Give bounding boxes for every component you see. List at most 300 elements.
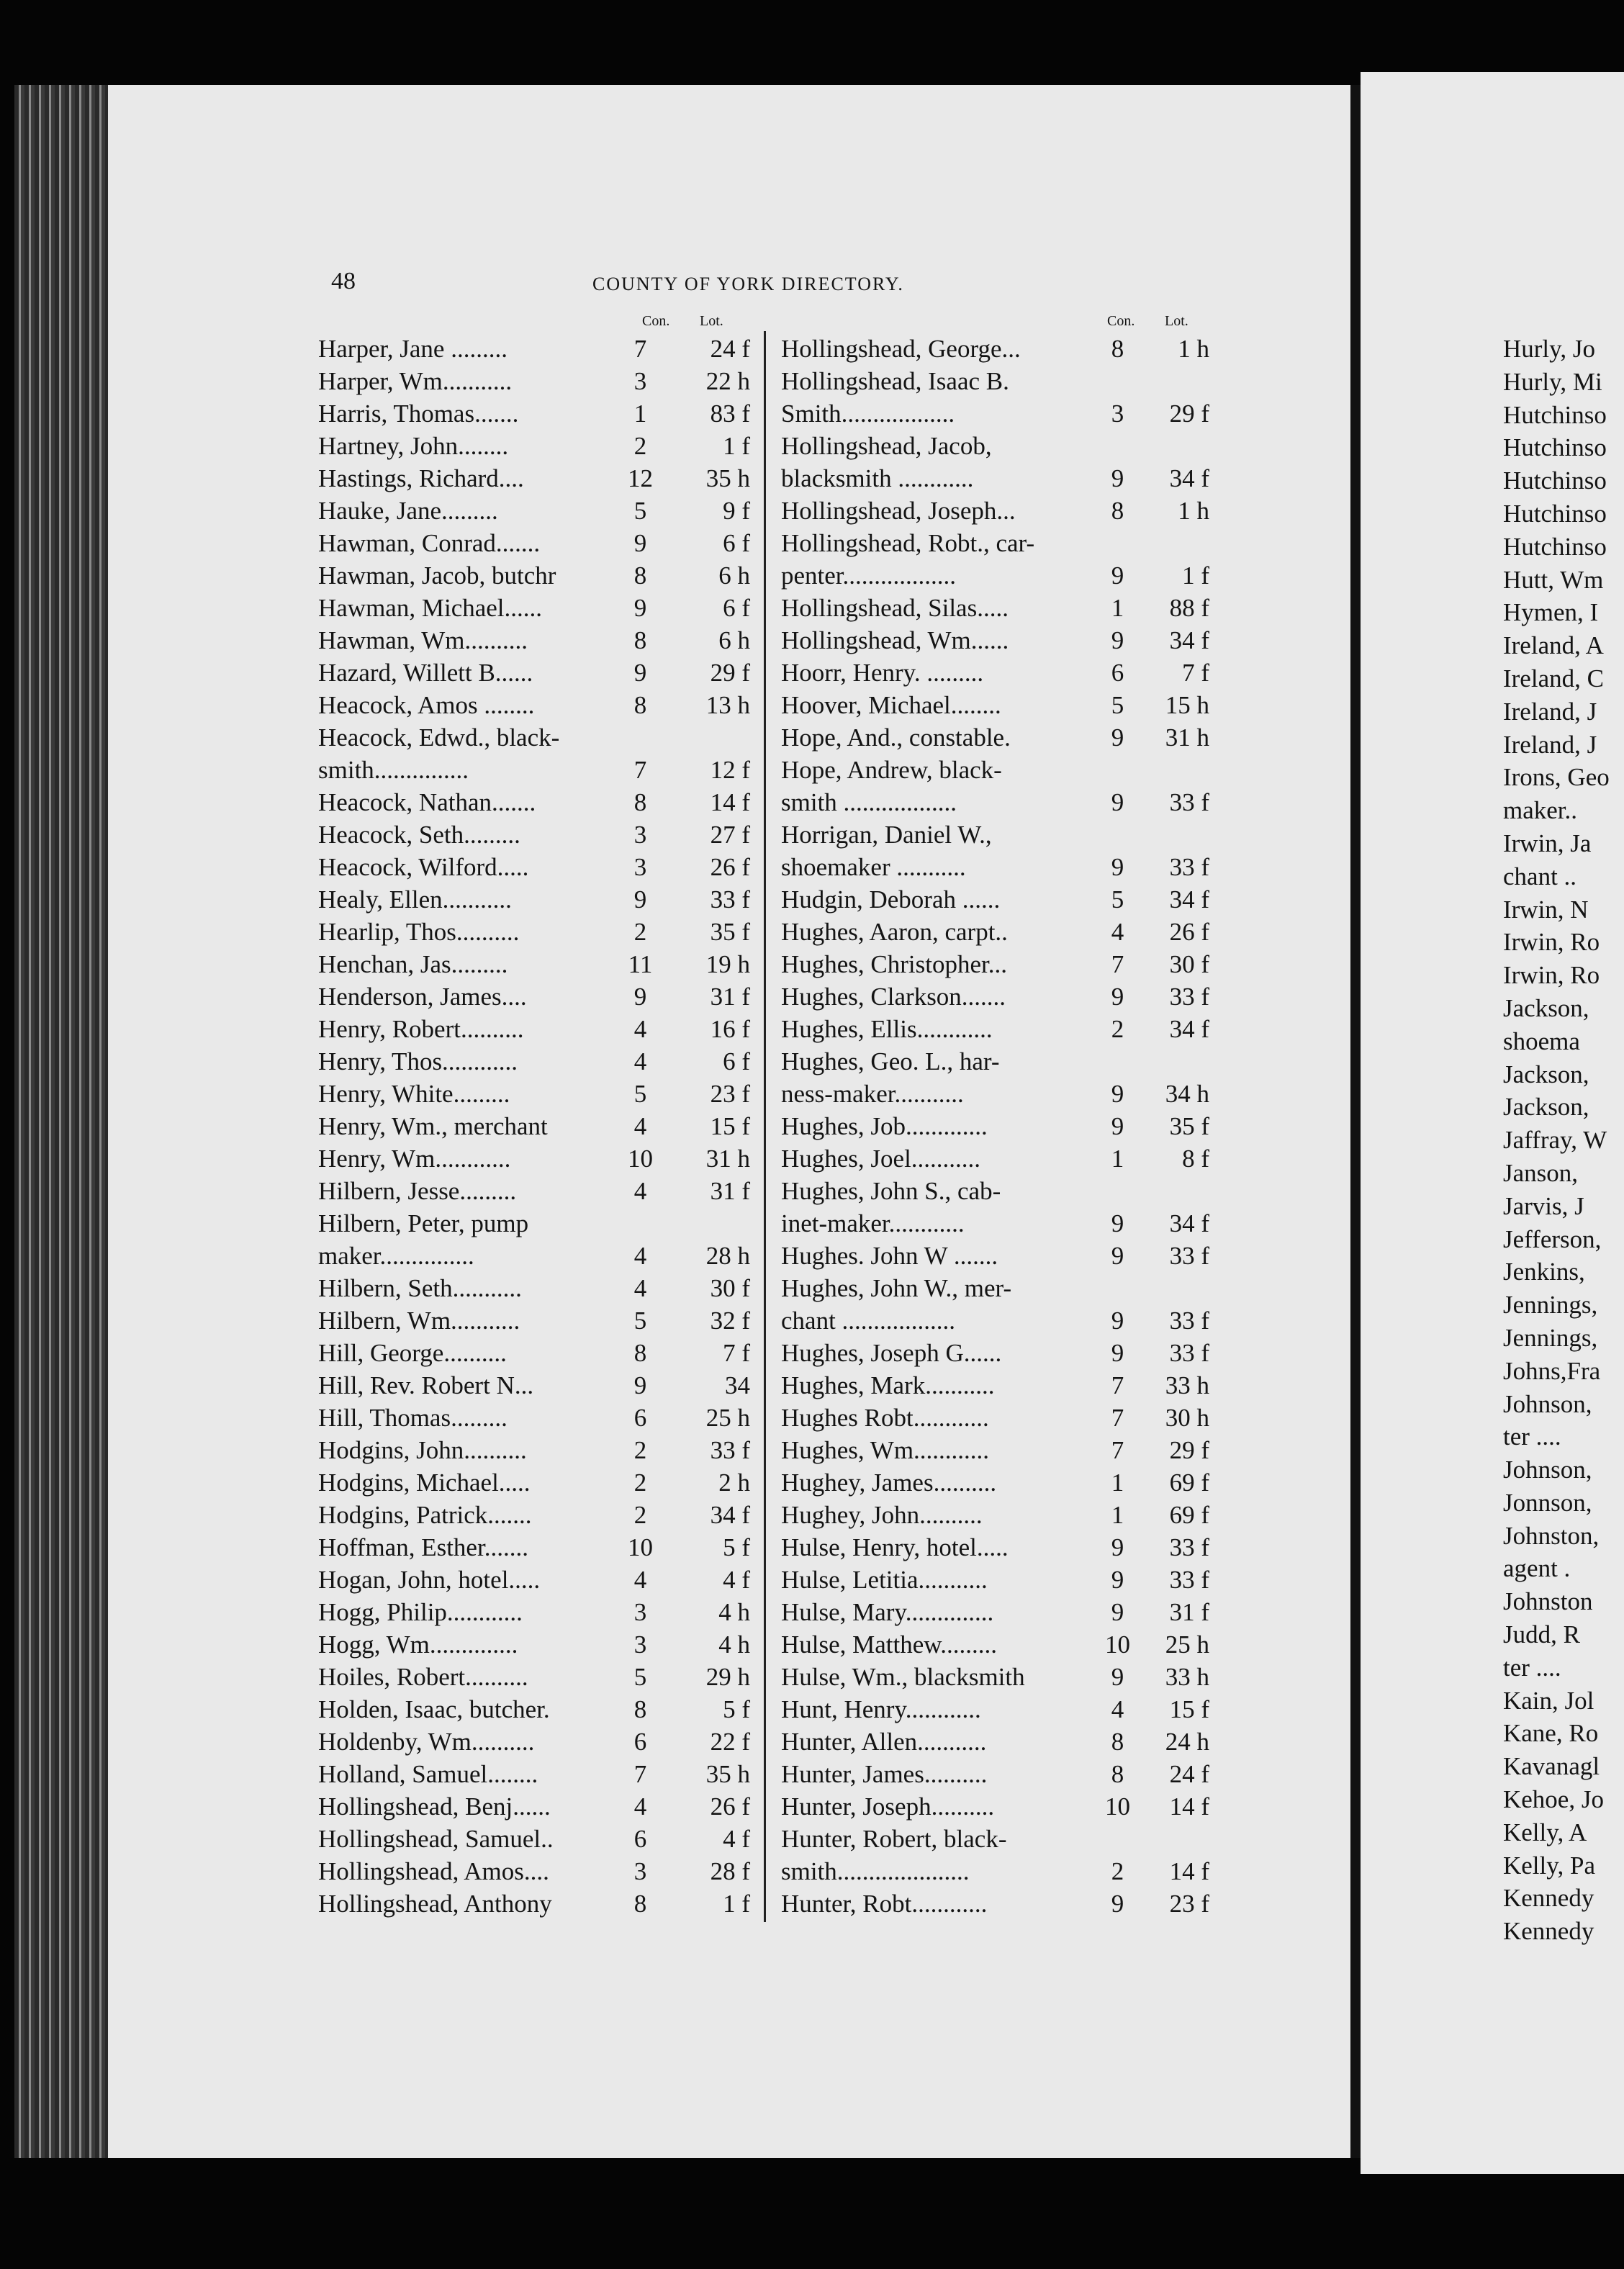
entry-lot: 34 h [1165, 1080, 1209, 1108]
entry-lot: 33 h [1165, 1371, 1209, 1399]
entry-lot: 34 f [1169, 626, 1209, 654]
entry-con: 9 [1111, 1598, 1124, 1626]
entry-con: 7 [1111, 950, 1124, 978]
entry-name-fragment: Jarvis, J [1503, 1191, 1584, 1220]
entry-lot: 23 f [710, 1080, 750, 1108]
entry-con: 2 [633, 432, 647, 460]
entry-con: 7 [633, 756, 647, 784]
entry-name: Hughes, Wm............ [781, 1436, 990, 1464]
entry-lot: 1 h [1178, 335, 1209, 363]
entry-name: Hollingshead, George... [781, 335, 1021, 363]
entry-name: Hogan, John, hotel..... [318, 1566, 541, 1594]
entry-lot: 26 f [710, 1792, 750, 1821]
entry-name: Heacock, Amos ........ [318, 691, 535, 719]
entry-name-fragment: Kelly, A [1503, 1818, 1587, 1846]
entry-name: Hunter, James.......... [781, 1760, 988, 1788]
entry-lot: 1 h [1178, 497, 1209, 525]
entry-lot: 33 f [1169, 788, 1209, 816]
con-header-right: Con. [1107, 313, 1135, 329]
entry-con: 10 [628, 1533, 653, 1561]
entry-name-fragment: Kavanagl [1503, 1752, 1600, 1781]
entry-con: 9 [1111, 626, 1124, 654]
entry-con: 4 [633, 1112, 647, 1140]
entry-con: 9 [1111, 1890, 1124, 1918]
entry-lot: 1 f [1182, 561, 1209, 590]
entry-lot: 26 f [1169, 918, 1209, 946]
entry-lot: 33 f [1169, 1566, 1209, 1594]
entry-lot: 34 f [1169, 1015, 1209, 1043]
entry-name: Hawman, Wm.......... [318, 626, 528, 654]
entry-con: 8 [633, 626, 647, 654]
entry-name-fragment: Ireland, A [1503, 631, 1604, 660]
entry-con: 3 [633, 1857, 647, 1885]
entry-con: 8 [633, 561, 647, 590]
entry-name: Hazard, Willett B...... [318, 659, 533, 687]
entry-lot: 34 [725, 1371, 750, 1399]
entry-lot: 22 f [710, 1728, 750, 1756]
entry-lot: 30 h [1165, 1404, 1209, 1432]
entry-lot: 29 f [1169, 1436, 1209, 1464]
entry-name: Hope, And., constable. [781, 723, 1011, 752]
entry-name: Harris, Thomas....... [318, 400, 519, 428]
entry-con: 9 [633, 529, 647, 557]
entry-name: Hughes, Joseph G...... [781, 1339, 1002, 1367]
entry-con: 6 [633, 1728, 647, 1756]
entry-lot: 15 h [1165, 691, 1209, 719]
entry-name-fragment: Hutchinso [1503, 466, 1607, 495]
entry-con: 1 [1111, 594, 1124, 622]
entry-name: Hunter, Allen........... [781, 1728, 987, 1756]
entry-name: Henry, White......... [318, 1080, 510, 1108]
entry-name: Hill, Thomas......... [318, 1404, 508, 1432]
entry-con: 9 [1111, 1112, 1124, 1140]
entry-name: Hunter, Robert, black- [781, 1825, 1007, 1853]
entry-name: Hughes Robt............ [781, 1404, 989, 1432]
entry-name: Hughes, Christopher... [781, 950, 1008, 978]
entry-name: Hollingshead, Silas..... [781, 594, 1009, 622]
entry-con: 9 [1111, 561, 1124, 590]
entry-name-fragment: Hutt, Wm [1503, 565, 1604, 594]
entry-name: Hughes, Mark........... [781, 1371, 995, 1399]
entry-con: 9 [633, 885, 647, 914]
entry-name: Hollingshead, Samuel.. [318, 1825, 554, 1853]
running-head: COUNTY OF YORK DIRECTORY. [592, 274, 904, 294]
entry-con: 8 [633, 691, 647, 719]
entry-lot: 33 f [1169, 1242, 1209, 1270]
entry-con: 8 [633, 1890, 647, 1918]
entry-name: chant .................. [781, 1307, 956, 1335]
entry-lot: 26 f [710, 853, 750, 881]
entry-name: Hudgin, Deborah ...... [781, 885, 1001, 914]
entry-lot: 69 f [1169, 1469, 1209, 1497]
entry-name: Hughes, Job............. [781, 1112, 988, 1140]
entry-name: Heacock, Nathan....... [318, 788, 536, 816]
entry-name: Heacock, Wilford..... [318, 853, 529, 881]
entry-con: 2 [1111, 1857, 1124, 1885]
entry-name: Horrigan, Daniel W., [781, 821, 992, 849]
entry-con: 5 [633, 1080, 647, 1108]
entry-con: 8 [1111, 1760, 1124, 1788]
entry-con: 7 [1111, 1404, 1124, 1432]
entry-con: 4 [633, 1047, 647, 1075]
book-page-edges [14, 85, 115, 2158]
entry-name: Hughes, John S., cab- [781, 1177, 1001, 1205]
entry-name: Hoiles, Robert.......... [318, 1663, 528, 1691]
entry-lot: 1 f [723, 1890, 750, 1918]
entry-name: Hollingshead, Robt., car- [781, 529, 1035, 557]
entry-name-fragment: Jennings, [1503, 1291, 1598, 1320]
entry-lot: 33 f [1169, 1339, 1209, 1367]
entry-lot: 24 f [710, 335, 750, 363]
entry-lot: 29 f [710, 659, 750, 687]
entry-name: Holden, Isaac, butcher. [318, 1695, 550, 1723]
entry-name-fragment: Ireland, J [1503, 730, 1597, 759]
entry-con: 7 [633, 1760, 647, 1788]
entry-name: Hughes, Clarkson....... [781, 983, 1006, 1011]
entry-name-fragment: chant .. [1503, 862, 1577, 890]
entry-lot: 6 f [723, 1047, 750, 1075]
entry-name: Hodgins, Patrick....... [318, 1501, 532, 1529]
page-number: 48 [331, 268, 356, 294]
entry-con: 3 [633, 367, 647, 395]
entry-name: Henry, Wm............ [318, 1145, 511, 1173]
entry-lot: 34 f [1169, 1209, 1209, 1237]
entry-name-fragment: Jenkins, [1503, 1258, 1585, 1286]
entry-con: 6 [633, 1404, 647, 1432]
entry-name-fragment: Irwin, Ro [1503, 928, 1600, 957]
entry-name-fragment: Hutchinso [1503, 433, 1607, 462]
entry-name: Harper, Jane ......... [318, 335, 508, 363]
entry-lot: 6 h [718, 561, 750, 590]
entry-lot: 4 f [723, 1566, 750, 1594]
entry-con: 5 [1111, 691, 1124, 719]
entry-name: Hodgins, Michael..... [318, 1469, 531, 1497]
entry-lot: 14 f [1169, 1792, 1209, 1821]
entry-name: Hughes, Geo. L., har- [781, 1047, 1000, 1075]
entry-con: 7 [1111, 1436, 1124, 1464]
entry-con: 8 [1111, 335, 1124, 363]
entry-name: Hawman, Michael...... [318, 594, 543, 622]
entry-name-fragment: maker.. [1503, 796, 1578, 825]
entry-name-fragment: Jackson, [1503, 993, 1589, 1022]
entry-lot: 22 h [705, 367, 750, 395]
entry-lot: 33 f [710, 1436, 750, 1464]
entry-con: 4 [633, 1177, 647, 1205]
lot-header-left: Lot. [700, 313, 723, 329]
entry-name-fragment: Irwin, Ro [1503, 961, 1600, 990]
entry-lot: 6 h [718, 626, 750, 654]
entry-lot: 34 f [1169, 885, 1209, 914]
entry-name-fragment: Ireland, C [1503, 664, 1604, 693]
entry-name: Hunter, Joseph.......... [781, 1792, 995, 1821]
entry-con: 8 [1111, 497, 1124, 525]
entry-con: 5 [633, 1307, 647, 1335]
entry-con: 1 [1111, 1501, 1124, 1529]
entry-name-fragment: ter .... [1503, 1653, 1561, 1682]
entry-name: Hollingshead, Anthony [318, 1890, 552, 1918]
entry-lot: 88 f [1169, 594, 1209, 622]
entry-con: 2 [633, 1469, 647, 1497]
entry-con: 4 [633, 1015, 647, 1043]
entry-name-fragment: Hutchinso [1503, 499, 1607, 528]
entry-lot: 31 h [1165, 723, 1209, 752]
entry-lot: 33 f [1169, 853, 1209, 881]
entry-con: 9 [1111, 983, 1124, 1011]
entry-name: Holdenby, Wm.......... [318, 1728, 535, 1756]
entry-name: Hollingshead, Wm...... [781, 626, 1009, 654]
entry-name: Hulse, Matthew......... [781, 1630, 998, 1659]
entry-name: Hughey, John.......... [781, 1501, 983, 1529]
entry-name-fragment: Irwin, N [1503, 895, 1589, 924]
entry-lot: 2 h [718, 1469, 750, 1497]
entry-name: Hogg, Philip............ [318, 1598, 523, 1626]
book-gutter [1350, 85, 1361, 2158]
entry-con: 5 [633, 1663, 647, 1691]
entry-name: Hartney, John........ [318, 432, 509, 460]
entry-name: Hulse, Letitia........... [781, 1566, 988, 1594]
entry-name: Hulse, Henry, hotel..... [781, 1533, 1009, 1561]
entry-name: Healy, Ellen........... [318, 885, 512, 914]
entry-con: 4 [1111, 1695, 1124, 1723]
entry-con: 4 [1111, 918, 1124, 946]
entry-lot: 32 f [710, 1307, 750, 1335]
entry-name-fragment: Irons, Geo [1503, 763, 1610, 792]
entry-name-fragment: Hurly, Mi [1503, 367, 1602, 396]
entry-name: Hollingshead, Jacob, [781, 432, 992, 460]
entry-name-fragment: Johnston [1503, 1587, 1593, 1616]
entry-con: 2 [1111, 1015, 1124, 1043]
entry-con: 9 [1111, 1307, 1124, 1335]
entry-con: 3 [1111, 400, 1124, 428]
entry-lot: 13 h [705, 691, 750, 719]
entry-name: Hauke, Jane......... [318, 497, 498, 525]
entry-name-fragment: Hutchinso [1503, 532, 1607, 561]
entry-con: 4 [633, 1274, 647, 1302]
entry-name: Hollingshead, Joseph... [781, 497, 1016, 525]
entry-name: penter.................. [781, 561, 957, 590]
entry-name: ness-maker........... [781, 1080, 964, 1108]
entry-lot: 12 f [710, 756, 750, 784]
entry-name: Henry, Robert.......... [318, 1015, 524, 1043]
entry-lot: 7 f [723, 1339, 750, 1367]
entry-con: 9 [1111, 1339, 1124, 1367]
entry-name-fragment: Kane, Ro [1503, 1719, 1599, 1748]
entry-name: Smith.................. [781, 400, 955, 428]
entry-lot: 4 h [718, 1598, 750, 1626]
entry-lot: 25 h [1165, 1630, 1209, 1659]
entry-con: 9 [633, 983, 647, 1011]
entry-lot: 35 f [710, 918, 750, 946]
entry-con: 9 [1111, 1080, 1124, 1108]
entry-lot: 6 f [723, 529, 750, 557]
entry-con: 3 [633, 1598, 647, 1626]
entry-name: Hughes, Aaron, carpt.. [781, 918, 1008, 946]
entry-con: 2 [633, 918, 647, 946]
entry-name: Henry, Wm., merchant [318, 1112, 548, 1140]
entry-name: Heacock, Edwd., black- [318, 723, 560, 752]
entry-name-fragment: Kelly, Pa [1503, 1851, 1595, 1880]
entry-con: 3 [633, 1630, 647, 1659]
entry-lot: 6 f [723, 594, 750, 622]
entry-name: Hastings, Richard.... [318, 464, 524, 492]
entry-name-fragment: Kain, Jol [1503, 1686, 1594, 1715]
entry-con: 8 [1111, 1728, 1124, 1756]
entry-name: Harper, Wm........... [318, 367, 513, 395]
entry-lot: 24 f [1169, 1760, 1209, 1788]
entry-name: Hilbern, Jesse......... [318, 1177, 517, 1205]
entry-con: 9 [1111, 723, 1124, 752]
entry-name: Hawman, Jacob, butchr [318, 561, 556, 590]
entry-name: Hughes, Ellis............ [781, 1015, 993, 1043]
entry-lot: 69 f [1169, 1501, 1209, 1529]
entry-name-fragment: Jefferson, [1503, 1224, 1602, 1253]
entry-con: 10 [1105, 1792, 1130, 1821]
entry-name: Henderson, James.... [318, 983, 527, 1011]
entry-con: 6 [633, 1825, 647, 1853]
entry-lot: 15 f [710, 1112, 750, 1140]
entry-lot: 23 f [1169, 1890, 1209, 1918]
entry-name-fragment: shoema [1503, 1027, 1580, 1055]
entry-name: Hollingshead, Amos.... [318, 1857, 549, 1885]
entry-name: Henry, Thos............ [318, 1047, 518, 1075]
entry-name-fragment: Johnson, [1503, 1456, 1592, 1484]
entry-name: Hodgins, John.......... [318, 1436, 527, 1464]
entry-con: 5 [633, 497, 647, 525]
entry-lot: 27 f [710, 821, 750, 849]
entry-lot: 15 f [1169, 1695, 1209, 1723]
entry-lot: 35 h [705, 464, 750, 492]
entry-name: Hunter, Robt............ [781, 1890, 988, 1918]
entry-name: Hunt, Henry............ [781, 1695, 981, 1723]
entry-name: inet-maker............ [781, 1209, 965, 1237]
entry-lot: 14 f [1169, 1857, 1209, 1885]
entry-name: smith .................. [781, 788, 957, 816]
entry-name: shoemaker ........... [781, 853, 966, 881]
entry-lot: 4 f [723, 1825, 750, 1853]
entry-lot: 34 f [710, 1501, 750, 1529]
entry-con: 9 [633, 659, 647, 687]
entry-name: smith............... [318, 756, 469, 784]
entry-name: maker............... [318, 1242, 474, 1270]
entry-name: Hilbern, Peter, pump [318, 1209, 529, 1237]
entry-con: 12 [628, 464, 653, 492]
entry-con: 1 [1111, 1469, 1124, 1497]
entry-lot: 28 f [710, 1857, 750, 1885]
entry-con: 5 [1111, 885, 1124, 914]
entry-lot: 33 h [1165, 1663, 1209, 1691]
entry-name: Holland, Samuel........ [318, 1760, 538, 1788]
entry-name: Heacock, Seth......... [318, 821, 520, 849]
entry-con: 4 [633, 1792, 647, 1821]
entry-con: 8 [633, 1695, 647, 1723]
entry-name-fragment: Hutchinso [1503, 400, 1607, 429]
entry-lot: 28 h [705, 1242, 750, 1270]
entry-lot: 83 f [710, 400, 750, 428]
entry-name-fragment: Jaffray, W [1503, 1126, 1607, 1155]
entry-con: 1 [633, 400, 647, 428]
entry-name: Hoffman, Esther....... [318, 1533, 528, 1561]
entry-con: 7 [633, 335, 647, 363]
entry-lot: 31 f [1169, 1598, 1209, 1626]
con-header-left: Con. [642, 313, 670, 329]
entry-name: Hill, Rev. Robert N... [318, 1371, 534, 1399]
entry-lot: 25 h [705, 1404, 750, 1432]
entry-lot: 33 f [710, 885, 750, 914]
entry-lot: 5 f [723, 1533, 750, 1561]
entry-con: 8 [633, 788, 647, 816]
entry-lot: 29 h [705, 1663, 750, 1691]
entry-lot: 35 h [705, 1760, 750, 1788]
entry-lot: 14 f [710, 788, 750, 816]
entry-con: 9 [1111, 1663, 1124, 1691]
entry-name: Hulse, Wm., blacksmith [781, 1663, 1025, 1691]
entry-name: Hilbern, Seth........... [318, 1274, 522, 1302]
entry-con: 9 [1111, 853, 1124, 881]
entry-name: Hollingshead, Isaac B. [781, 367, 1009, 395]
entry-lot: 29 f [1169, 400, 1209, 428]
entry-name: Hulse, Mary.............. [781, 1598, 994, 1626]
entry-con: 2 [633, 1436, 647, 1464]
entry-con: 1 [1111, 1145, 1124, 1173]
entry-lot: 19 h [705, 950, 750, 978]
entry-name-fragment: Kennedy [1503, 1917, 1594, 1946]
entry-lot: 1 f [723, 432, 750, 460]
entry-name: Henchan, Jas......... [318, 950, 508, 978]
entry-name-fragment: Janson, [1503, 1158, 1579, 1187]
entry-lot: 33 f [1169, 983, 1209, 1011]
entry-lot: 8 f [1182, 1145, 1209, 1173]
entry-con: 4 [633, 1566, 647, 1594]
entry-con: 10 [628, 1145, 653, 1173]
entry-con: 9 [1111, 1566, 1124, 1594]
entry-con: 9 [633, 594, 647, 622]
entry-name: Hoover, Michael........ [781, 691, 1001, 719]
entry-lot: 33 f [1169, 1533, 1209, 1561]
entry-name: Hughes. John W ....... [781, 1242, 998, 1270]
entry-name-fragment: Kennedy [1503, 1884, 1594, 1913]
entry-con: 9 [1111, 788, 1124, 816]
entry-name: Hollingshead, Benj...... [318, 1792, 551, 1821]
entry-name: Hughes, John W., mer- [781, 1274, 1012, 1302]
lot-header-right: Lot. [1165, 313, 1188, 329]
entry-con: 9 [1111, 464, 1124, 492]
entry-con: 11 [628, 950, 653, 978]
column-divider [764, 331, 766, 1922]
entry-con: 9 [1111, 1209, 1124, 1237]
entry-con: 7 [1111, 1371, 1124, 1399]
entry-lot: 30 f [710, 1274, 750, 1302]
entry-lot: 9 f [723, 497, 750, 525]
entry-lot: 30 f [1169, 950, 1209, 978]
entry-con: 4 [633, 1242, 647, 1270]
entry-con: 9 [633, 1371, 647, 1399]
entry-name: Hughes, Joel........... [781, 1145, 981, 1173]
entry-lot: 35 f [1169, 1112, 1209, 1140]
entry-name-fragment: Ireland, J [1503, 697, 1597, 726]
entry-name-fragment: Jackson, [1503, 1093, 1589, 1122]
entry-name: Hawman, Conrad....... [318, 529, 541, 557]
entry-lot: 31 f [710, 1177, 750, 1205]
entry-name-fragment: Jackson, [1503, 1060, 1589, 1088]
entry-lot: 33 f [1169, 1307, 1209, 1335]
entry-name-fragment: Hurly, Jo [1503, 335, 1596, 363]
entry-con: 2 [633, 1501, 647, 1529]
entry-lot: 16 f [710, 1015, 750, 1043]
entry-lot: 5 f [723, 1695, 750, 1723]
entry-lot: 24 h [1165, 1728, 1209, 1756]
entry-name: Hearlip, Thos.......... [318, 918, 520, 946]
entry-name-fragment: Johnson, [1503, 1389, 1592, 1418]
